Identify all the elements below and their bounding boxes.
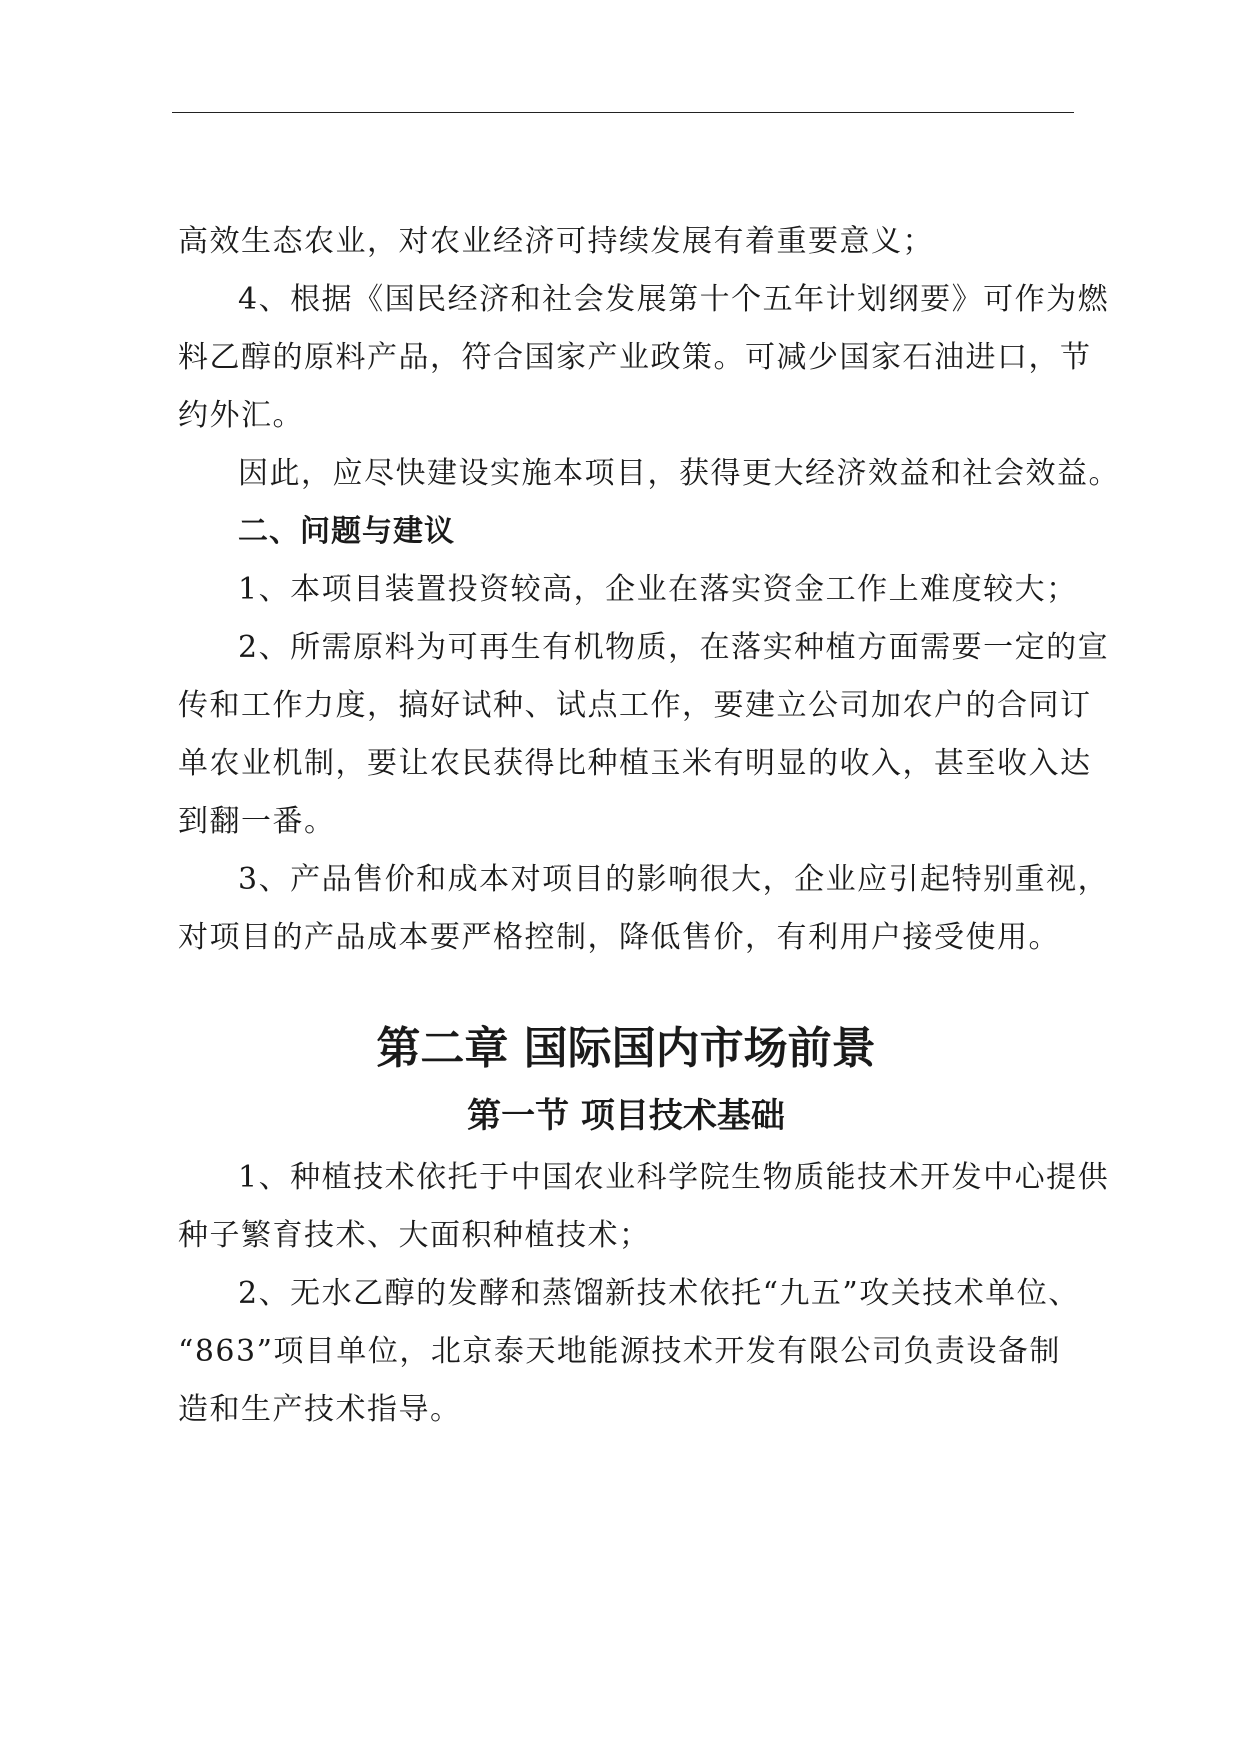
issue-line: 对项目的产品成本要严格控制，降低售价，有利用户接受使用。 bbox=[178, 920, 1060, 955]
tech-line: 种子繁育技术、大面积种植技术； bbox=[178, 1218, 651, 1253]
issue-line: 传和工作力度，搞好试种、试点工作，要建立公司加农户的合同订 bbox=[178, 688, 1092, 723]
section-title: 第一节 项目技术基础 bbox=[467, 1096, 785, 1136]
tech-line: 1、种植技术依托于中国农业科学院生物质能技术开发中心提供 bbox=[238, 1160, 1110, 1195]
issue-line: 到翻一番。 bbox=[178, 804, 336, 839]
subheading-issues: 二、问题与建议 bbox=[238, 514, 455, 549]
tech-line: 2、无水乙醇的发酵和蒸馏新技术依托“九五”攻关技术单位、 bbox=[238, 1276, 1080, 1311]
issue-line: 2、所需原料为可再生有机物质，在落实种植方面需要一定的宣 bbox=[238, 630, 1110, 665]
header-rule bbox=[172, 112, 1074, 113]
paragraph-line: 因此，应尽快建设实施本项目，获得更大经济效益和社会效益。 bbox=[238, 456, 1120, 491]
tech-line: 造和生产技术指导。 bbox=[178, 1392, 462, 1427]
issue-line: 3、产品售价和成本对项目的影响很大，企业应引起特别重视， bbox=[238, 862, 1110, 897]
paragraph-line: 4、根据《国民经济和社会发展第十个五年计划纲要》可作为燃 bbox=[238, 282, 1110, 317]
issue-line: 单农业机制，要让农民获得比种植玉米有明显的收入，甚至收入达 bbox=[178, 746, 1092, 781]
tech-line: “863”项目单位，北京泰天地能源技术开发有限公司负责设备制 bbox=[178, 1334, 1061, 1369]
paragraph-line: 高效生态农业，对农业经济可持续发展有着重要意义； bbox=[178, 224, 934, 259]
issue-line: 1、本项目装置投资较高，企业在落实资金工作上难度较大； bbox=[238, 572, 1078, 607]
paragraph-line: 料乙醇的原料产品，符合国家产业政策。可减少国家石油进口，节 bbox=[178, 340, 1092, 375]
chapter-title: 第二章 国际国内市场前景 bbox=[376, 1023, 876, 1074]
paragraph-line: 约外汇。 bbox=[178, 398, 304, 433]
